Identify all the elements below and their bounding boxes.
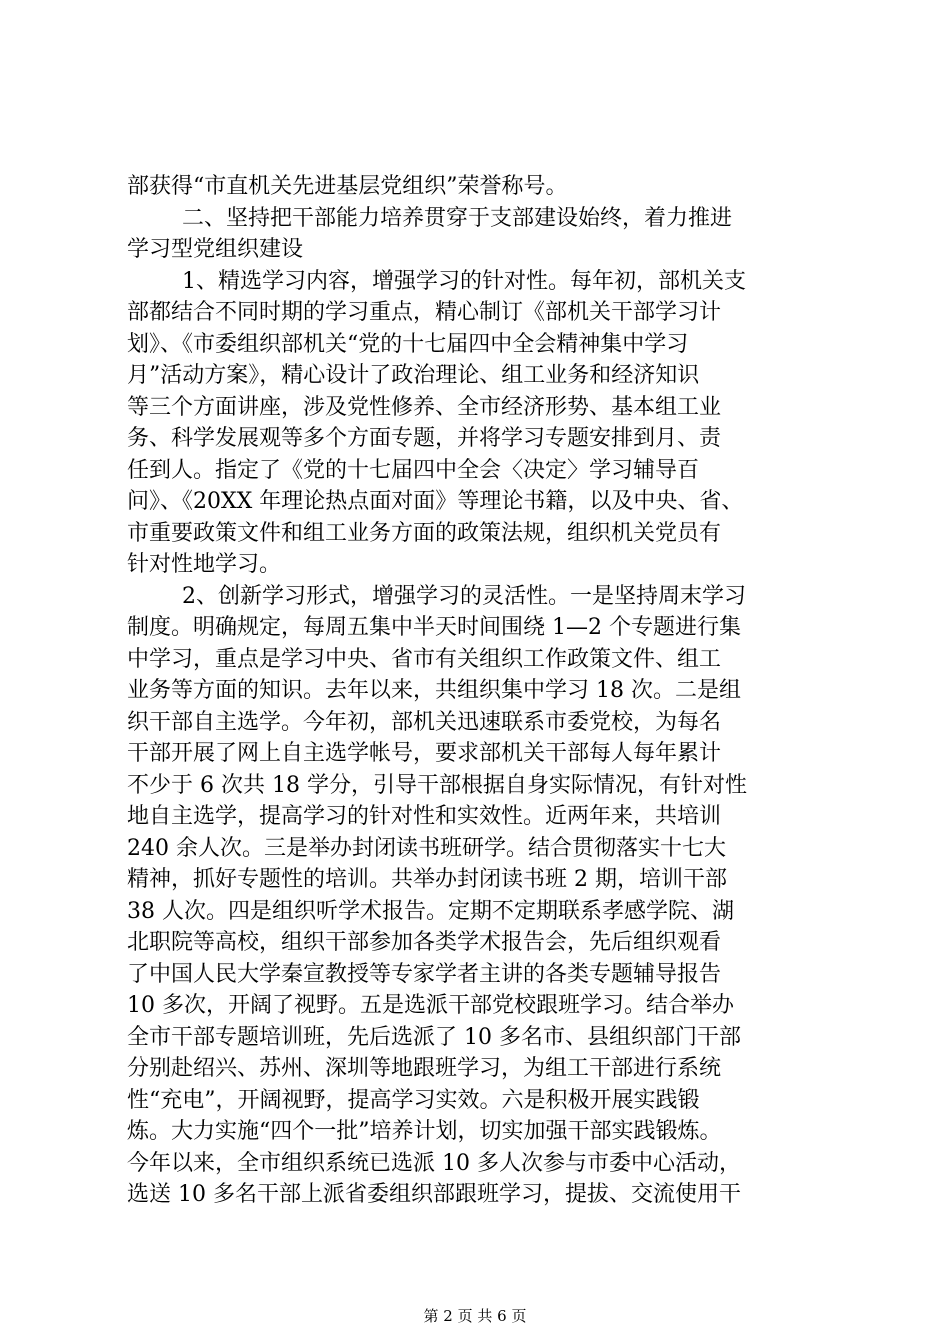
text-line: 任到人。指定了《党的十七届四中全会〈决定〉学习辅导百 <box>127 457 700 483</box>
paragraph <box>127 581 837 1211</box>
text-line: 了中国人民大学秦宣教授等专家学者主讲的各类专题辅导报告 <box>127 961 722 987</box>
text-line: 学习型党组织建设 <box>127 237 304 262</box>
text-line: 性“充电”，开阔视野，提高学习实效。六是积极开展实践锻 <box>127 1087 700 1113</box>
text-line: 1、精选学习内容，增强学习的针对性。每年初，部机关支 <box>182 268 746 294</box>
text-line: 问》、《20XX 年理论热点面对面》等理论书籍，以及中央、省、 <box>127 489 744 514</box>
text-line: 10 多次，开阔了视野。五是选派干部党校跟班学习。结合举办 <box>127 993 734 1018</box>
paragraph <box>127 203 837 266</box>
text-line: 不少于 6 次共 18 学分，引导干部根据自身实际情况，有针对性 <box>127 772 747 798</box>
text-line: 部获得“市直机关先进基层党组织”荣誉称号。 <box>127 174 568 199</box>
text-line: 北职院等高校，组织干部参加各类学术报告会，先后组织观看 <box>127 930 722 955</box>
text-line: 精神，抓好专题性的培训。共举办封闭读书班 2 期，培训干部 <box>127 867 727 892</box>
text-line: 今年以来，全市组织系统已选派 10 多人次参与市委中心活动， <box>127 1150 741 1176</box>
paragraph <box>127 171 837 203</box>
text-line: 分别赴绍兴、苏州、深圳等地跟班学习，为组工干部进行系统 <box>127 1056 722 1081</box>
text-line: 划》、《市委组织部机关“党的十七届四中全会精神集中学习 <box>127 331 689 357</box>
page-footer: 第 2 页 共 6 页 <box>423 1307 527 1325</box>
text-line: 选送 10 多名干部上派省委组织部跟班学习，提拔、交流使用干 <box>127 1182 741 1207</box>
text-line: 干部开展了网上自主选学帐号，要求部机关干部每人每年累计 <box>127 741 722 766</box>
text-line: 全市干部专题培训班，先后选派了 10 多名市、县组织部门干部 <box>127 1024 741 1050</box>
document-body <box>127 171 837 1211</box>
text-line: 务、科学发展观等多个方面专题，并将学习专题安排到月、责 <box>127 426 722 451</box>
text-line: 市重要政策文件和组工业务方面的政策法规，组织机关党员有 <box>127 520 722 546</box>
text-line: 地自主选学，提高学习的针对性和实效性。近两年来，共培训 <box>127 804 722 829</box>
text-line: 等三个方面讲座，涉及党性修养、全市经济形势、基本组工业 <box>127 394 722 420</box>
text-line: 业务等方面的知识。去年以来，共组织集中学习 18 次。二是组 <box>127 678 741 703</box>
text-line: 针对性地学习。 <box>127 552 282 577</box>
paragraph <box>127 266 837 581</box>
text-line: 月”活动方案》，精心设计了政治理论、组工业务和经济知识 <box>127 363 700 388</box>
text-line: 二、坚持把干部能力培养贯穿于支部建设始终，着力推进 <box>182 205 733 231</box>
text-line: 38 人次。四是组织听学术报告。定期不定期联系孝感学院、湖 <box>127 898 734 924</box>
text-line: 中学习，重点是学习中央、省市有关组织工作政策文件、组工 <box>127 646 722 672</box>
text-line: 240 余人次。三是举办封闭读书班研学。结合贯彻落实十七大 <box>127 835 726 861</box>
text-line: 织干部自主选学。今年初，部机关迅速联系市委党校，为每名 <box>127 709 722 735</box>
text-line: 部都结合不同时期的学习重点，精心制订《部机关干部学习计 <box>127 300 722 325</box>
text-line: 2、创新学习形式，增强学习的灵活性。一是坚持周末学习 <box>182 583 746 609</box>
text-line: 炼。大力实施“四个一批”培养计划，切实加强干部实践锻炼。 <box>127 1119 722 1144</box>
text-line: 制度。明确规定，每周五集中半天时间围绕 1—2 个专题进行集 <box>127 615 741 640</box>
